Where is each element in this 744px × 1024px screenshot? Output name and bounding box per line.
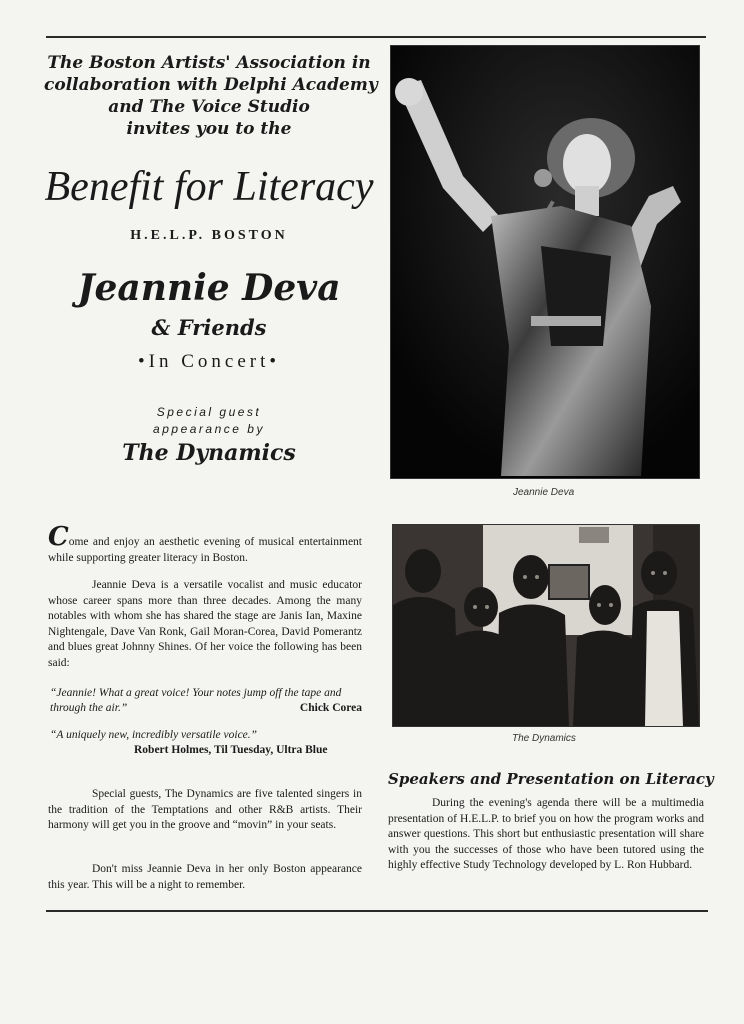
quote-text: “A uniquely new, incredibly versatile voice.” <box>50 729 258 741</box>
dynamics-paragraph: Special guests, The Dynamics are five talented singers in the tradition of the Temptations and other R&B artists. Their harmony will get you in the groove and “movin” in your seats. <box>48 788 362 831</box>
special-guest-label <box>44 404 374 438</box>
headliner-name: Jeannie Deva <box>77 267 341 309</box>
speakers-heading: Speakers and Presentation on Literacy <box>388 770 714 788</box>
main-photo-caption: Jeannie Deva <box>513 487 575 498</box>
group-photo-illustration <box>393 525 699 726</box>
jeannie-deva-photo <box>390 45 700 479</box>
dynamics-photo <box>392 524 700 727</box>
invitation-line: The Boston Artists' Association in <box>47 53 371 73</box>
bottom-rule <box>46 910 708 912</box>
quote-robert-holmes <box>50 728 362 758</box>
special-guest-line: appearance by <box>153 422 265 436</box>
quote-author: Chick Corea <box>299 702 362 714</box>
jeannie-bio-paragraph: Jeannie Deva is a versatile vocalist and music educator whose career spans more than three decades. Among the many notables with whom she has shared the stage are Janis Ian, Maxine Nightengale, Dave Van Ronk, Gail Moran-Corea, David Pomerantz and blues great Johnny Shines. Of her voice the following has been said: <box>48 579 362 669</box>
invitation-line: collaboration with Delphi Academy <box>44 75 378 95</box>
invitation-line: and The Voice Studio <box>108 97 310 117</box>
quote-chick-corea <box>50 686 362 716</box>
intro-paragraph <box>48 522 362 566</box>
quote-text: “Jeannie! What a great voice! Your notes jump off the tape and through the air.” <box>50 687 342 714</box>
intro-text: ome and enjoy an aesthetic evening of musical entertainment while supporting greater literacy in Boston. <box>48 536 362 564</box>
concert-label: •In Concert• <box>137 351 281 372</box>
event-title: Benefit for Literacy <box>44 164 374 210</box>
invitation-line: invites you to the <box>126 119 292 139</box>
closing-paragraph: Don't miss Jeannie Deva in her only Boston appearance this year. This will be a night to remember. <box>48 863 362 891</box>
event-subtitle: H.E.L.P. BOSTON <box>130 228 288 243</box>
top-rule <box>46 36 706 38</box>
speakers-paragraph: During the evening's agenda there will be a multimedia presentation of H.E.L.P. to brief you on how the program works and answer questions. This short but enthusiastic presentation will share with you the successes of those who have been tutored using the highly effective Study Technology developed by L. Ron Hubbard. <box>388 797 704 871</box>
guest-name: The Dynamics <box>122 440 296 466</box>
friends-label: & Friends <box>151 315 267 340</box>
group-photo-caption: The Dynamics <box>512 733 576 744</box>
special-guest-line: Special guest <box>156 405 262 419</box>
invitation-block <box>44 52 378 140</box>
quote-author: Robert Holmes, Til Tuesday, Ultra Blue <box>134 744 328 756</box>
singer-photo-illustration <box>391 46 699 478</box>
drop-cap: C <box>48 522 69 552</box>
